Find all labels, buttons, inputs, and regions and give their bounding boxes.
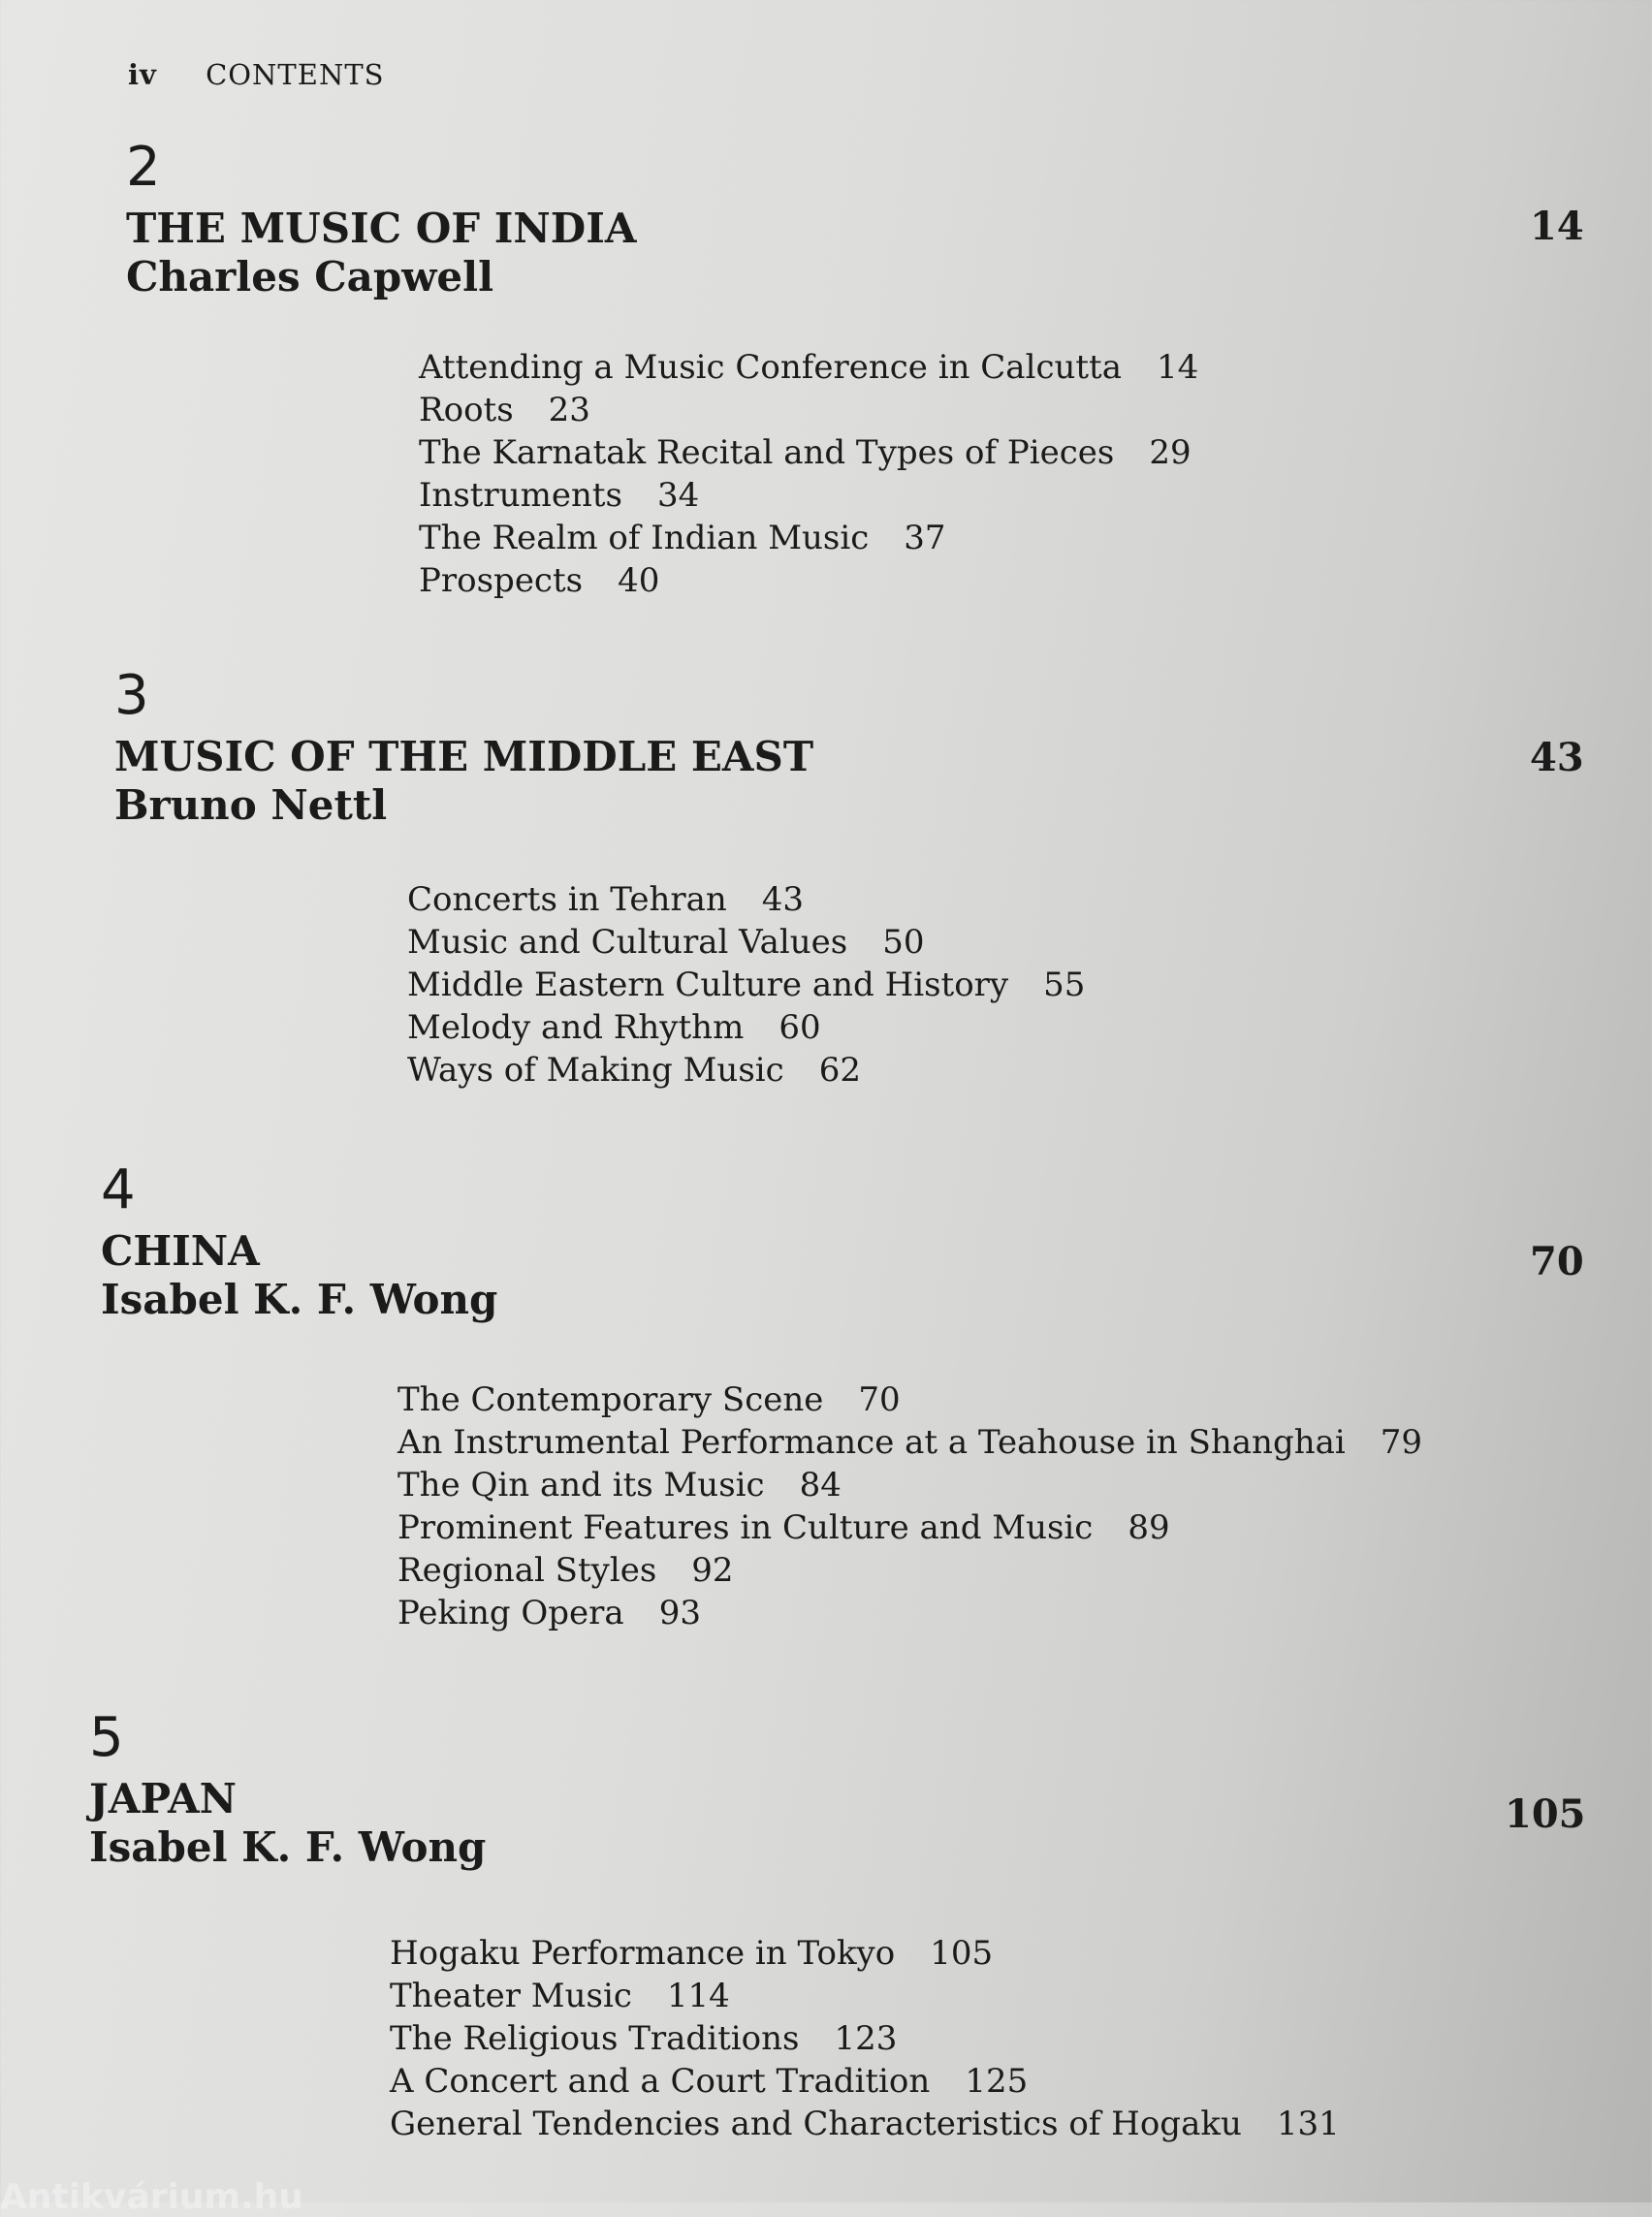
section-page: 70 bbox=[858, 1380, 901, 1419]
section-title: The Karnatak Recital and Types of Pieces bbox=[419, 433, 1115, 472]
section-entry bbox=[390, 2060, 1340, 2103]
section-title: Hogaku Performance in Tokyo bbox=[390, 1934, 896, 1973]
section-title: Instruments bbox=[419, 476, 622, 515]
section-title: Peking Opera bbox=[397, 1594, 624, 1632]
section-entry bbox=[390, 2103, 1340, 2145]
section-entry bbox=[397, 1464, 1422, 1506]
section-entry bbox=[419, 389, 1198, 431]
chapter-number: 4 bbox=[101, 1158, 136, 1221]
chapter-5-page: 105 bbox=[1505, 1791, 1586, 1837]
chapter-author: Isabel K. F. Wong bbox=[101, 1276, 498, 1324]
section-title: Melody and Rhythm bbox=[407, 1008, 745, 1047]
section-title: A Concert and a Court Tradition bbox=[390, 2062, 931, 2101]
section-title: Roots bbox=[419, 391, 514, 429]
section-title: Regional Styles bbox=[397, 1551, 657, 1590]
section-title: Theater Music bbox=[390, 1977, 632, 2015]
section-title: Prospects bbox=[419, 561, 584, 600]
running-header bbox=[128, 58, 385, 91]
section-page: 40 bbox=[618, 561, 660, 600]
section-page: 105 bbox=[930, 1934, 994, 1973]
chapter-5 bbox=[89, 1706, 487, 1873]
section-entry bbox=[419, 517, 1198, 559]
section-page: 55 bbox=[1043, 966, 1086, 1004]
watermark: Antikvárium.hu bbox=[0, 2177, 303, 2217]
chapter-number: 3 bbox=[114, 664, 149, 727]
section-title: Music and Cultural Values bbox=[407, 923, 848, 962]
section-page: 131 bbox=[1276, 2105, 1340, 2143]
section-entry bbox=[390, 1975, 1340, 2017]
section-page: 23 bbox=[548, 391, 590, 429]
chapter-2-sections bbox=[419, 346, 1198, 602]
section-title: The Qin and its Music bbox=[397, 1466, 765, 1504]
section-entry bbox=[407, 878, 1085, 921]
section-title: Ways of Making Music bbox=[407, 1051, 784, 1090]
section-page: 60 bbox=[778, 1008, 821, 1047]
section-title: The Religious Traditions bbox=[390, 2019, 800, 2058]
section-page: 79 bbox=[1380, 1423, 1423, 1462]
chapter-2 bbox=[126, 136, 637, 302]
section-page: 92 bbox=[691, 1551, 734, 1590]
chapter-author: Charles Capwell bbox=[126, 253, 494, 301]
section-page: 43 bbox=[761, 880, 805, 919]
section-entry bbox=[397, 1506, 1422, 1549]
chapter-3-sections bbox=[407, 878, 1085, 1092]
chapter-title: JAPAN bbox=[89, 1775, 237, 1822]
chapter-title: CHINA bbox=[101, 1227, 260, 1275]
section-title: Attending a Music Conference in Calcutta bbox=[419, 348, 1122, 387]
chapter-4 bbox=[101, 1158, 498, 1325]
section-title: Concerts in Tehran bbox=[407, 880, 727, 919]
section-title: Prominent Features in Culture and Music bbox=[397, 1508, 1094, 1547]
section-entry bbox=[390, 2017, 1340, 2060]
section-page: 34 bbox=[656, 476, 700, 515]
section-entry bbox=[407, 921, 1085, 964]
chapter-4-page: 70 bbox=[1530, 1239, 1584, 1284]
section-page: 84 bbox=[799, 1466, 842, 1504]
section-entry bbox=[419, 474, 1198, 517]
section-page: 89 bbox=[1128, 1508, 1170, 1547]
chapter-title: THE MUSIC OF INDIA bbox=[126, 205, 637, 252]
section-page: 29 bbox=[1149, 433, 1191, 472]
section-page: 50 bbox=[882, 923, 925, 962]
section-entry bbox=[407, 964, 1085, 1006]
chapter-2-page: 14 bbox=[1530, 204, 1584, 249]
chapter-title: MUSIC OF THE MIDDLE EAST bbox=[114, 733, 814, 780]
section-entry bbox=[407, 1006, 1085, 1049]
section-entry bbox=[397, 1378, 1422, 1421]
section-entry bbox=[407, 1049, 1085, 1092]
section-page: 62 bbox=[818, 1051, 861, 1090]
chapter-author: Bruno Nettl bbox=[114, 781, 388, 830]
running-title: CONTENTS bbox=[206, 58, 385, 91]
section-entry bbox=[390, 1932, 1340, 1975]
section-entry bbox=[419, 431, 1198, 474]
chapter-number: 5 bbox=[89, 1706, 124, 1769]
section-title: The Contemporary Scene bbox=[397, 1380, 824, 1419]
section-page: 37 bbox=[904, 519, 946, 557]
section-entry bbox=[419, 346, 1198, 389]
section-title: An Instrumental Performance at a Teahouse in Shanghai bbox=[397, 1423, 1346, 1462]
section-page: 93 bbox=[658, 1594, 701, 1632]
section-title: The Realm of Indian Music bbox=[419, 519, 870, 557]
section-page: 125 bbox=[965, 2062, 1029, 2101]
chapter-number: 2 bbox=[126, 136, 161, 199]
chapter-3 bbox=[114, 664, 814, 831]
section-entry bbox=[397, 1421, 1422, 1464]
section-page: 14 bbox=[1156, 348, 1199, 387]
section-entry bbox=[397, 1592, 1422, 1634]
section-entry bbox=[397, 1549, 1422, 1592]
section-entry bbox=[419, 559, 1198, 602]
section-title: General Tendencies and Characteristics of Hogaku bbox=[390, 2105, 1242, 2143]
page-folio: iv bbox=[128, 58, 157, 91]
section-page: 123 bbox=[834, 2019, 898, 2058]
chapter-author: Isabel K. F. Wong bbox=[89, 1823, 487, 1872]
chapter-3-page: 43 bbox=[1530, 735, 1584, 780]
chapter-4-sections bbox=[397, 1378, 1422, 1634]
chapter-5-sections bbox=[390, 1932, 1340, 2145]
section-title: Middle Eastern Culture and History bbox=[407, 966, 1009, 1004]
section-page: 114 bbox=[666, 1977, 730, 2015]
